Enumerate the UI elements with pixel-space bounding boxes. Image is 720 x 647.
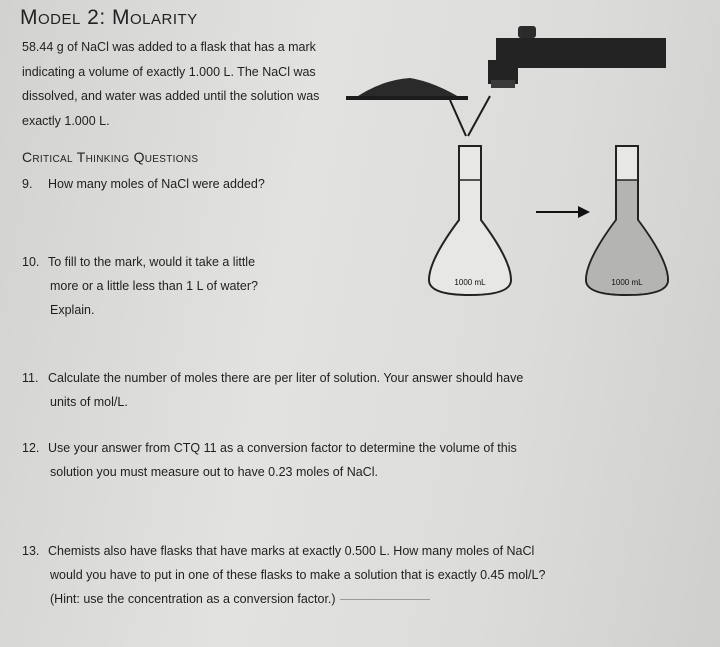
question-11 (22, 366, 672, 414)
molarity-illustration (340, 20, 700, 310)
page-title: Model 2: Molarity (20, 6, 198, 29)
question-text: Chemists also have flasks that have marks at exactly 0.500 L. How many moles of NaCl (48, 544, 535, 558)
question-9 (22, 172, 362, 196)
question-text: more or a little less than 1 L of water? (50, 279, 258, 293)
transfer-arrow-icon (536, 206, 590, 218)
question-number: 12. (22, 441, 40, 455)
volumetric-flask-left (429, 146, 511, 295)
question-text: Use your answer from CTQ 11 as a conversion factor to determine the volume of this (48, 441, 517, 455)
intro-paragraph: 58.44 g of NaCl was added to a flask that has a mark indicating a volume of exactly 1.000 L. The NaCl was dissolved, and water was added until the solution was exactly 1.000 L. (22, 40, 320, 128)
question-number: 9. (22, 177, 33, 191)
question-12 (22, 436, 672, 484)
volumetric-flask-right (586, 146, 668, 295)
faucet-icon (488, 26, 666, 88)
flask-right-label: 1000 mL (611, 278, 643, 287)
question-text: Calculate the number of moles there are per liter of solution. Your answer should have (48, 371, 524, 385)
question-number: 10. (22, 255, 40, 269)
answer-line (340, 599, 430, 600)
question-number: 11. (22, 371, 39, 385)
section-heading: Critical Thinking Questions (22, 149, 199, 165)
question-text: (Hint: use the concentration as a conversion factor.) (50, 592, 336, 606)
flask-left-label: 1000 mL (454, 278, 486, 287)
question-text: units of mol/L. (50, 395, 128, 409)
question-text: Explain. (50, 303, 95, 317)
question-number: 13. (22, 544, 40, 558)
salt-pile-icon (346, 78, 468, 100)
question-10 (22, 250, 342, 322)
question-text: solution you must measure out to have 0.23 moles of NaCl. (50, 465, 378, 479)
question-text: would you have to put in one of these flasks to make a solution that is exactly 0.45 mol/L? (50, 568, 546, 582)
question-13 (22, 539, 692, 611)
question-text: How many moles of NaCl were added? (48, 177, 265, 191)
question-text: To fill to the mark, would it take a little (48, 255, 256, 269)
pour-arrow-icon (450, 96, 490, 136)
